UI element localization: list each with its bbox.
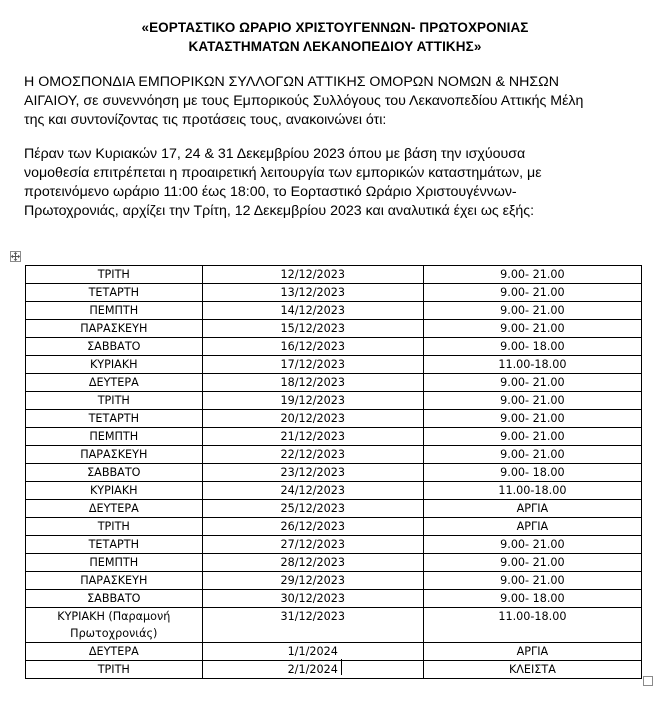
table-row xyxy=(26,320,642,338)
table-row xyxy=(26,518,642,536)
details-line-1: Πέραν των Κυριακών 17, 24 & 31 Δεκεμβρίου 2023 όπου με βάση την ισχύουσα xyxy=(24,146,526,162)
table-row xyxy=(26,464,642,482)
table-row xyxy=(26,428,642,446)
table-row xyxy=(26,446,642,464)
hours-cell[interactable]: 9.00- 21.00 xyxy=(423,320,641,338)
details-line-2: νομοθεσία επιτρέπεται η προαιρετική λειτουργία των εμπορικών καταστημάτων, με xyxy=(24,165,542,181)
day-label: ΠΕΜΠΤΗ xyxy=(89,430,139,443)
details-line-4: Πρωτοχρονιάς, αρχίζει την Τρίτη, 12 Δεκεμβρίου 2023 και αναλυτικά έχει ως εξής: xyxy=(24,203,535,219)
date-cell[interactable]: 18/12/2023 xyxy=(202,374,423,392)
table-row xyxy=(26,643,642,661)
title-line-1: «ΕΟΡΤΑΣΤΙΚΟ ΩΡΑΡΙΟ ΧΡΙΣΤΟΥΓΕΝΝΩΝ- ΠΡΩΤΟΧΡΟΝΙΑΣ xyxy=(141,20,529,35)
table-row xyxy=(26,661,642,679)
hours-cell[interactable]: 9.00- 21.00 xyxy=(423,554,641,572)
table-row xyxy=(26,482,642,500)
date-cell[interactable]: 30/12/2023 xyxy=(202,590,423,608)
day-label: ΣΑΒΒΑΤΟ xyxy=(87,592,141,605)
table-row xyxy=(26,284,642,302)
intro-line-3: της και συντονίζοντας τις προτάσεις τους, ανακοινώνει ότι: xyxy=(24,112,387,128)
date-cell[interactable]: 15/12/2023 xyxy=(202,320,423,338)
date-cell[interactable]: 26/12/2023 xyxy=(202,518,423,536)
hours-cell[interactable]: 9.00- 21.00 xyxy=(423,284,641,302)
table-row xyxy=(26,590,642,608)
schedule-table xyxy=(25,265,642,679)
intro-line-1: Η ΟΜΟΣΠΟΝΔΙΑ ΕΜΠΟΡΙΚΩΝ ΣΥΛΛΟΓΩΝ ΑΤΤΙΚΗΣ ΟΜΟΡΩΝ ΝΟΜΩΝ & ΝΗΣΩΝ xyxy=(24,74,559,90)
day-cell[interactable] xyxy=(26,410,203,428)
day-label: ΤΡΙΤΗ xyxy=(97,268,130,281)
table-row xyxy=(26,410,642,428)
hours-cell[interactable]: 9.00- 21.00 xyxy=(423,410,641,428)
date-cell[interactable]: 23/12/2023 xyxy=(202,464,423,482)
date-cell[interactable]: 24/12/2023 xyxy=(202,482,423,500)
day-label: ΔΕΥΤΕΡΑ xyxy=(88,502,139,515)
hours-cell[interactable]: 9.00- 21.00 xyxy=(423,446,641,464)
date-cell[interactable]: 1/1/2024 xyxy=(202,643,423,661)
title-line-2: ΚΑΤΑΣΤΗΜΑΤΩΝ ΛΕΚΑΝΟΠΕΔΙΟΥ ΑΤΤΙΚΗΣ» xyxy=(188,39,482,54)
hours-cell[interactable]: 9.00- 21.00 xyxy=(423,392,641,410)
table-row xyxy=(26,302,642,320)
day-cell[interactable] xyxy=(26,302,203,320)
day-label: ΚΥΡΙΑΚΗ xyxy=(89,358,138,371)
hours-cell[interactable]: 9.00- 21.00 xyxy=(423,428,641,446)
day-label: ΠΑΡΑΣΚΕΥΗ xyxy=(80,322,148,335)
date-cell[interactable]: 19/12/2023 xyxy=(202,392,423,410)
day-label: ΤΕΤΑΡΤΗ xyxy=(88,538,139,551)
day-label: ΤΡΙΤΗ xyxy=(97,520,130,533)
day-label: ΔΕΥΤΕΡΑ xyxy=(88,645,139,658)
day-cell[interactable] xyxy=(26,482,203,500)
table-row xyxy=(26,338,642,356)
table-row xyxy=(26,266,642,284)
date-cell[interactable]: 14/12/2023 xyxy=(202,302,423,320)
day-label: ΠΑΡΑΣΚΕΥΗ xyxy=(80,574,148,587)
intro-paragraph xyxy=(24,73,644,130)
table-row xyxy=(26,572,642,590)
document-title xyxy=(30,18,640,56)
hours-cell[interactable]: ΑΡΓΙΑ xyxy=(423,643,641,661)
table-row xyxy=(26,374,642,392)
table-row xyxy=(26,608,642,643)
day-label-line-2: Πρωτοχρονιάς) xyxy=(70,627,158,640)
day-cell[interactable] xyxy=(26,356,203,374)
details-line-3: προτεινόμενο ωράριο 11:00 έως 18:00, το Εορταστικό Ωράριο Χριστουγέννων- xyxy=(24,184,517,200)
hours-cell[interactable]: 11.00-18.00 xyxy=(423,356,641,374)
day-cell[interactable] xyxy=(26,536,203,554)
day-cell[interactable] xyxy=(26,464,203,482)
hours-cell[interactable]: 9.00- 21.00 xyxy=(423,374,641,392)
day-cell[interactable] xyxy=(26,428,203,446)
date-cell[interactable]: 25/12/2023 xyxy=(202,500,423,518)
hours-cell[interactable]: 9.00- 18.00 xyxy=(423,338,641,356)
table-row xyxy=(26,554,642,572)
day-cell[interactable] xyxy=(26,554,203,572)
hours-cell[interactable]: 11.00-18.00 xyxy=(423,608,641,643)
day-label: ΤΡΙΤΗ xyxy=(97,663,130,676)
date-cell[interactable]: 21/12/2023 xyxy=(202,428,423,446)
day-label: ΠΑΡΑΣΚΕΥΗ xyxy=(80,448,148,461)
date-cell[interactable]: 22/12/2023 xyxy=(202,446,423,464)
hours-cell[interactable]: ΚΛΕΙΣΤΑ xyxy=(423,661,641,679)
day-cell[interactable] xyxy=(26,500,203,518)
hours-cell[interactable]: 9.00- 21.00 xyxy=(423,302,641,320)
day-cell[interactable] xyxy=(26,608,203,643)
table-row xyxy=(26,500,642,518)
day-cell[interactable] xyxy=(26,643,203,661)
date-cell[interactable]: 27/12/2023 xyxy=(202,536,423,554)
day-label: ΤΕΤΑΡΤΗ xyxy=(88,286,139,299)
table-row xyxy=(26,536,642,554)
date-cell[interactable]: 31/12/2023 xyxy=(202,608,423,643)
day-label: ΣΑΒΒΑΤΟ xyxy=(87,340,141,353)
schedule-table-body xyxy=(26,266,642,679)
table-row xyxy=(26,392,642,410)
date-cell[interactable]: 28/12/2023 xyxy=(202,554,423,572)
day-label: ΚΥΡΙΑΚΗ xyxy=(89,484,138,497)
day-label: ΠΕΜΠΤΗ xyxy=(89,556,139,569)
day-label: ΔΕΥΤΕΡΑ xyxy=(88,376,139,389)
hours-cell[interactable]: 9.00- 21.00 xyxy=(423,536,641,554)
day-cell[interactable] xyxy=(26,320,203,338)
resize-square-icon[interactable] xyxy=(643,676,653,686)
hours-cell[interactable]: ΑΡΓΙΑ xyxy=(423,518,641,536)
day-cell[interactable] xyxy=(26,446,203,464)
date-cell[interactable]: 29/12/2023 xyxy=(202,572,423,590)
day-label: ΣΑΒΒΑΤΟ xyxy=(87,466,141,479)
day-label: ΚΥΡΙΑΚΗ (Παραμονή xyxy=(57,610,171,623)
intro-line-2: ΑΙΓΑΙΟΥ, σε συνεννόηση με τους Εμπορικούς Συλλόγους του Λεκανοπεδίου Αττικής Μέλη xyxy=(24,93,584,109)
day-cell[interactable] xyxy=(26,518,203,536)
date-cell[interactable]: 17/12/2023 xyxy=(202,356,423,374)
hours-cell[interactable]: 9.00- 21.00 xyxy=(423,266,641,284)
day-cell[interactable] xyxy=(26,572,203,590)
move-cross-icon[interactable] xyxy=(10,251,21,262)
hours-cell[interactable]: 9.00- 18.00 xyxy=(423,590,641,608)
date-cell[interactable]: 12/12/2023 xyxy=(202,266,423,284)
hours-cell[interactable]: 9.00- 18.00 xyxy=(423,464,641,482)
day-cell[interactable] xyxy=(26,374,203,392)
day-cell[interactable] xyxy=(26,266,203,284)
day-label: ΤΡΙΤΗ xyxy=(97,394,130,407)
hours-cell[interactable]: 11.00-18.00 xyxy=(423,482,641,500)
table-row xyxy=(26,356,642,374)
day-cell[interactable] xyxy=(26,661,203,679)
day-cell[interactable] xyxy=(26,338,203,356)
day-label: ΤΕΤΑΡΤΗ xyxy=(88,412,139,425)
hours-cell[interactable]: 9.00- 21.00 xyxy=(423,572,641,590)
day-cell[interactable] xyxy=(26,284,203,302)
day-cell[interactable] xyxy=(26,392,203,410)
details-paragraph xyxy=(24,145,644,221)
text-cursor xyxy=(341,659,342,675)
date-cell[interactable]: 2/1/2024 xyxy=(202,661,423,679)
date-cell[interactable]: 13/12/2023 xyxy=(202,284,423,302)
move-cross-glyph xyxy=(11,252,20,261)
date-cell[interactable]: 20/12/2023 xyxy=(202,410,423,428)
date-cell[interactable]: 16/12/2023 xyxy=(202,338,423,356)
day-label: ΠΕΜΠΤΗ xyxy=(89,304,139,317)
day-cell[interactable] xyxy=(26,590,203,608)
hours-cell[interactable]: ΑΡΓΙΑ xyxy=(423,500,641,518)
